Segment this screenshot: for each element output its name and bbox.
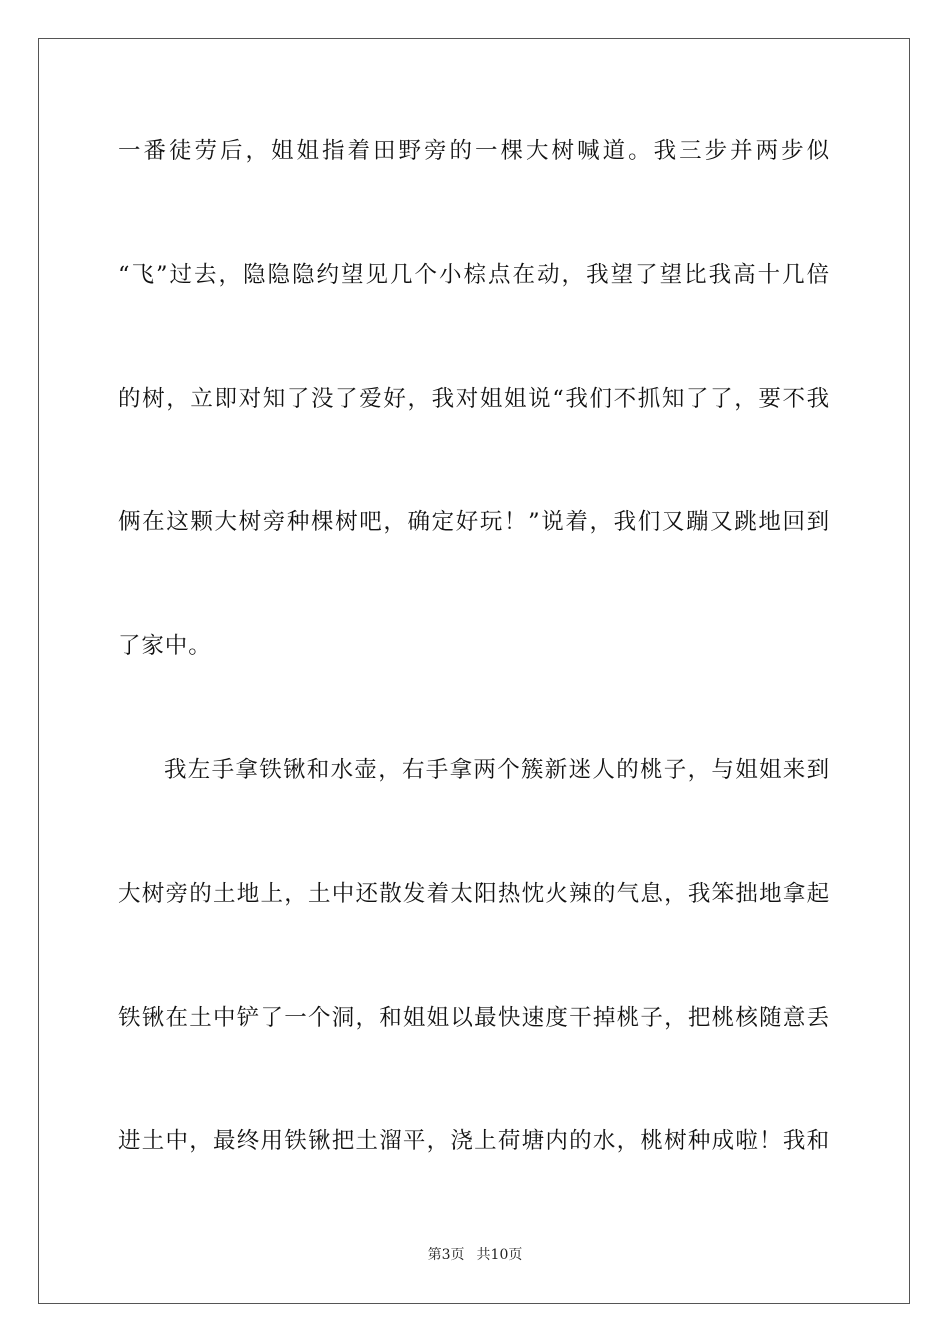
paragraph-line-6: 我左手拿铁锹和水壶，右手拿两个簇新迷人的桃子，与姐姐来到: [164, 757, 830, 783]
paragraph-line-9: 进土中，最终用铁锹把土溜平，浇上荷塘内的水，桃树种成啦！我和: [118, 1128, 830, 1154]
paragraph-line-2: “飞”过去，隐隐隐约望见几个小棕点在动，我望了望比我高十几倍: [118, 262, 830, 288]
paragraph-line-4: 俩在这颗大树旁种棵树吧，确定好玩！”说着，我们又蹦又跳地回到: [118, 509, 830, 535]
page-number: 第3页: [427, 1247, 465, 1263]
paragraph-line-8: 铁锹在土中铲了一个洞，和姐姐以最快速度干掉桃子，把桃核随意丢: [118, 1005, 830, 1031]
page-footer: [0, 1246, 950, 1264]
paragraph-line-5: 了家中。: [118, 633, 212, 659]
paragraph-line-1: 一番徒劳后，姐姐指着田野旁的一棵大树喊道。我三步并两步似: [118, 138, 830, 164]
paragraph-line-7: 大树旁的土地上，土中还散发着太阳热忱火辣的气息，我笨拙地拿起: [118, 881, 830, 907]
paragraph-line-3: 的树，立即对知了没了爱好，我对姐姐说“我们不抓知了了，要不我: [118, 386, 830, 412]
page-border: [38, 38, 910, 1304]
page-total: 共10页: [476, 1247, 523, 1263]
